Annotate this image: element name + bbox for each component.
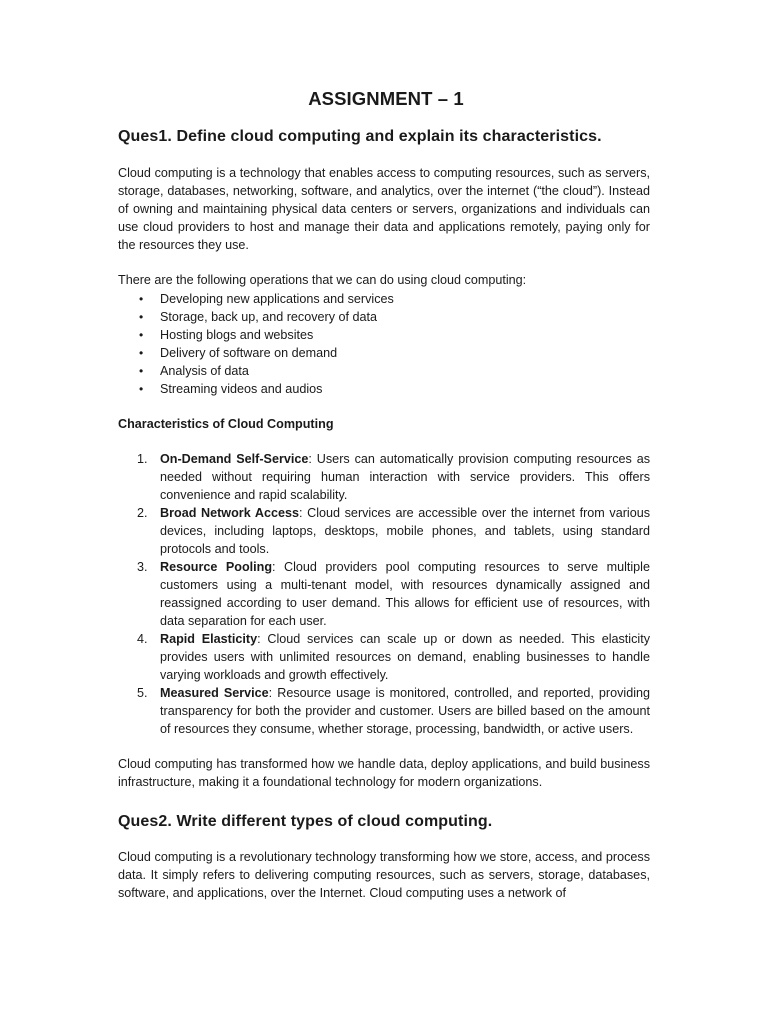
characteristic-item [118, 504, 650, 558]
characteristic-number: 4. [137, 632, 148, 646]
bullet-icon: • [139, 292, 144, 306]
question-2-heading: Ques2. Write different types of cloud computing. [118, 813, 493, 830]
bullet-icon: • [139, 382, 144, 396]
operation-text: Developing new applications and services [160, 292, 394, 306]
characteristic-description: : Users can automatically provision computing resources as needed without requiring human interaction with service providers. This offers convenience and rapid scalability. [160, 452, 650, 502]
bullet-icon: • [139, 310, 144, 324]
operations-list-item [118, 326, 650, 344]
characteristic-item [118, 558, 650, 630]
characteristics-list [118, 450, 650, 738]
document-title: ASSIGNMENT – 1 [308, 88, 464, 109]
operation-text: Analysis of data [160, 364, 249, 378]
bullet-icon: • [139, 328, 144, 342]
characteristic-number: 3. [137, 560, 148, 574]
characteristic-item [118, 684, 650, 738]
question-1-intro-paragraph: Cloud computing is a technology that enables access to computing resources, such as servers, storage, databases, networking, software, and analytics, over the internet (“the cloud”). Instead of owning and maintaining physical data centers or servers, organizations and individuals can use cloud providers to host and manage their data and applications remotely, paying only for the resources they use. [118, 166, 650, 252]
operations-list-item [118, 290, 650, 308]
question-2-intro-paragraph: Cloud computing is a revolutionary technology transforming how we store, access, and process data. It simply refers to delivering computing resources, such as servers, storage, databases, software, and applications, over the Internet. Cloud computing uses a network of [118, 850, 650, 900]
characteristic-term: Broad Network Access [160, 506, 299, 520]
operations-list [118, 290, 650, 398]
characteristics-heading: Characteristics of Cloud Computing [118, 417, 334, 431]
characteristic-description: : Cloud services are accessible over the internet from various devices, including laptops, desktops, mobile phones, and tablets, using standard protocols and tools. [160, 506, 651, 556]
characteristic-number: 2. [137, 506, 148, 520]
question-1-heading: Ques1. Define cloud computing and explain its characteristics. [118, 128, 602, 145]
characteristic-number: 5. [137, 686, 148, 700]
characteristic-description: : Cloud services can scale up or down as needed. This elasticity provides users with unlimited resources on demand, enabling businesses to handle varying workloads and growth effectively. [160, 632, 650, 682]
bullet-icon: • [139, 364, 144, 378]
characteristic-number: 1. [137, 452, 148, 466]
operations-intro: There are the following operations that we can do using cloud computing: [118, 273, 527, 287]
characteristic-term: Resource Pooling [160, 560, 273, 574]
operation-text: Streaming videos and audios [160, 382, 323, 396]
operations-list-item [118, 380, 650, 398]
characteristic-item [118, 630, 650, 684]
characteristic-term: On-Demand Self-Service [160, 452, 309, 466]
characteristic-description: : Resource usage is monitored, controlled, and reported, providing transparency for both the provider and customer. Users are billed based on the amount of resources they consume, whether storage, processing, bandwidth, or active users. [160, 686, 651, 736]
operation-text: Delivery of software on demand [160, 346, 338, 360]
operation-text: Storage, back up, and recovery of data [160, 310, 378, 324]
operations-list-item [118, 362, 650, 380]
operations-list-item [118, 344, 650, 362]
characteristic-item [118, 450, 650, 504]
operations-list-item [118, 308, 650, 326]
characteristic-term: Rapid Elasticity [160, 632, 258, 646]
characteristic-term: Measured Service [160, 686, 269, 700]
operation-text: Hosting blogs and websites [160, 328, 314, 342]
characteristic-description: : Cloud providers pool computing resources to serve multiple customers using a multi-tenant model, with resources dynamically assigned and reassigned according to user demand. This allows for efficient use of resources, with data separation for each user. [160, 560, 650, 628]
document-content [118, 88, 650, 902]
question-1-conclusion: Cloud computing has transformed how we handle data, deploy applications, and build business infrastructure, making it a foundational technology for modern organizations. [118, 757, 650, 789]
bullet-icon: • [139, 346, 144, 360]
